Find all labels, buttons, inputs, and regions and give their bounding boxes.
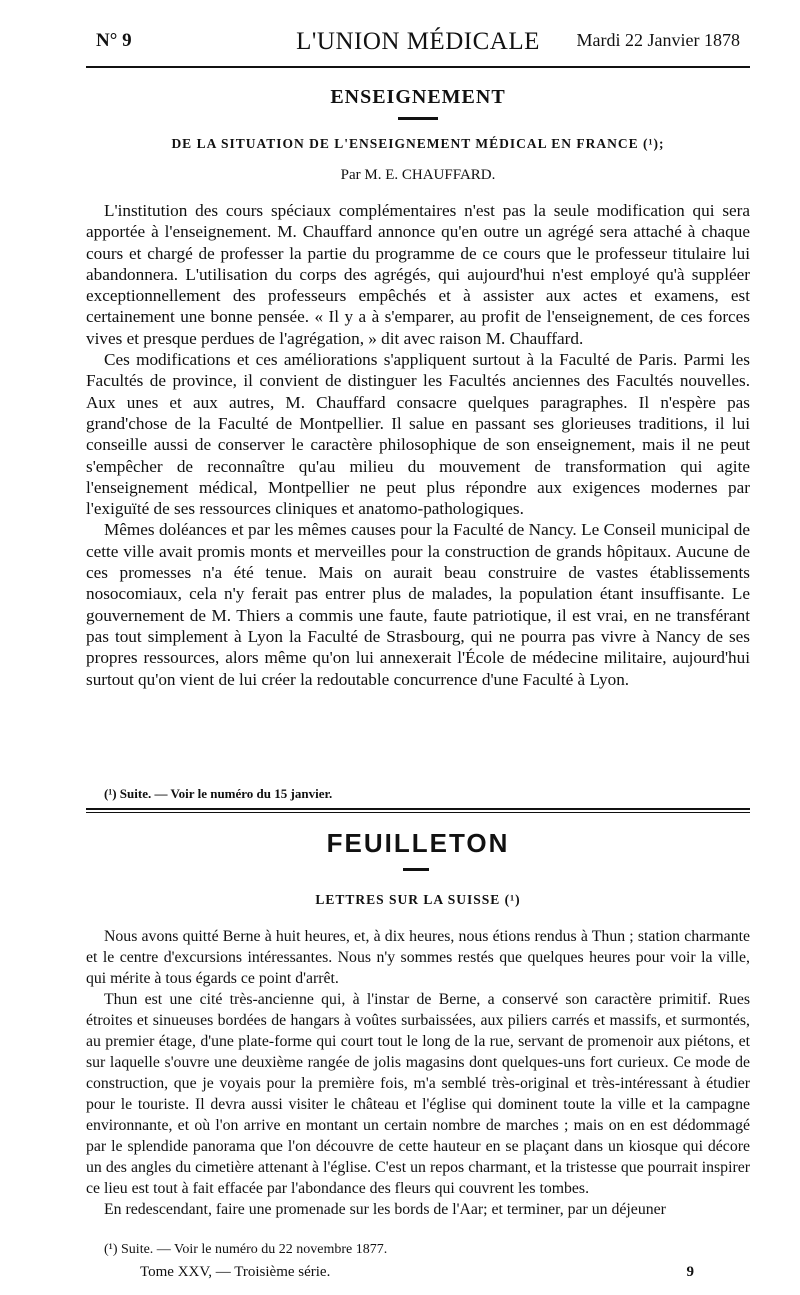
article-footnote: (¹) Suite. — Voir le numéro du 15 janvier.	[104, 786, 333, 801]
page-header	[96, 28, 740, 58]
feuilleton-body	[86, 926, 750, 1220]
section-divider-bottom	[86, 812, 750, 813]
page-number: 9	[686, 1264, 694, 1280]
paragraph: L'institution des cours spéciaux complémentaires n'est pas la seule modification qui sera apportée à l'enseignement. M. Chauffard annonce qu'en outre un agrégé sera attaché à chaque cours et chargé de professer la partie du programme de ce cours que le professeur titulaire lui abandonnera. L'utilisation du corps des agrégés, qui aujourd'hui n'est employé qu'à suppléer exceptionnellement des professeurs empêchés et à assister aux actes et examens, est certainement une bonne pensée. « Il y a à s'emparer, au profit de l'enseignement, de ces forces vives et presque perdues de l'agrégation, » dit avec raison M. Chauffard.	[86, 201, 750, 348]
feuilleton-rule	[403, 868, 429, 871]
paragraph: En redescendant, faire une promenade sur les bords de l'Aar; et terminer, par un déjeuner	[104, 1201, 666, 1218]
article-subtitle: DE LA SITUATION DE L'ENSEIGNEMENT MÉDICAL EN FRANCE (¹);	[171, 136, 665, 151]
issue-number: N° 9	[96, 30, 132, 51]
article-author: Par M. E. CHAUFFARD.	[340, 167, 496, 183]
paragraph: Thun est une cité très-ancienne qui, à l'instar de Berne, a conservé son caractère primitif. Rues étroites et sinueuses bordées de hangars à voûtes surbaissées, aux piliers carrés et massifs, et surmontés, au premier étage, d'une plate-forme qui court tout le long de la rue, servant de promenoir aux piétons, et sur laquelle s'ouvre une deuxième rangée de jolis magasins dont quelques-uns fort curieux. Ce mode de construction, que je voyais pour la première fois, m'a semblé très-original et très-intéressant à étudier pour le touriste. Il devra aussi visiter le château et l'église qui dominent toute la ville et la campagne environnante, et où l'on arrive en montant un certain nombre de marches ; mais on en est dédommagé par le splendide panorama que l'on découvre de cette hauteur en se plaçant dans un kiosque qui décore un des angles du cimetière attenant à l'église. C'est un repos charmant, et la tristesse que pourrait inspirer ce lieu est tout à fait effacée par l'abondance des fleurs qui couvrent les tombes.	[86, 991, 750, 1197]
section-divider-top	[86, 808, 750, 810]
heading-rule	[398, 117, 438, 120]
issue-date: Mardi 22 Janvier 1878	[576, 30, 740, 50]
paragraph: Ces modifications et ces améliorations s'appliquent surtout à la Faculté de Paris. Parmi les Facultés de province, il convient de distinguer les Facultés anciennes des Facultés nouvelles. Aux unes et aux autres, M. Chauffard consacre quelques paragraphes. Il n'espère pas grand'chose de la Faculté de Montpellier. Il salue en passant ses glorieuses traditions, il lui conseille aussi de conserver le caractère philosophique de son enseignement, mais il ne peut s'empêcher de reconnaître qu'au milieu du mouvement de transformation qui agite l'enseignement médical, Montpellier ne peut plus répondre aux exigences modernes par l'exiguïté de ses ressources cliniques et anatomo-pathologiques.	[86, 350, 750, 519]
section-heading-enseignement: ENSEIGNEMENT	[330, 86, 506, 108]
header-rule	[86, 66, 750, 68]
volume-info: Tome XXV, — Troisième série.	[140, 1264, 331, 1280]
section-heading-feuilleton: FEUILLETON	[326, 828, 510, 858]
paragraph: Mêmes doléances et par les mêmes causes pour la Faculté de Nancy. Le Conseil municipal de cette ville avait promis monts et merveilles pour la construction de grands hôpitaux. Aucune de ces promesses n'a été tenue. Mais on aurait beau construire de vastes établissements nosocomiaux, cela n'y ferait pas entrer plus de malades, la population étant insuffisante. Le gouvernement de M. Thiers a commis une faute, faute patriotique, il est vrai, en ne transférant pas tout simplement à Lyon la Faculté de Strasbourg, qui ne pourra pas vivre à Nancy de ses propres ressources, alors même qu'on lui annexerait l'École de médecine militaire, aujourd'hui surtout qu'on vient de lui créer la redoutable concurrence d'une Faculté à Lyon.	[86, 520, 750, 689]
feuilleton-footnote: (¹) Suite. — Voir le numéro du 22 novembre 1877.	[104, 1242, 388, 1257]
paragraph: Nous avons quitté Berne à huit heures, et, à dix heures, nous étions rendus à Thun ; station charmante et le centre d'excursions intéressantes. Nous n'y sommes restés que quelques heures pour voir la ville, qui mérite à tous égards ce point d'arrêt.	[86, 928, 750, 987]
article-body	[86, 200, 750, 690]
feuilleton-subtitle: LETTRES SUR LA SUISSE (¹)	[315, 892, 521, 907]
journal-title: L'UNION MÉDICALE	[296, 28, 540, 55]
